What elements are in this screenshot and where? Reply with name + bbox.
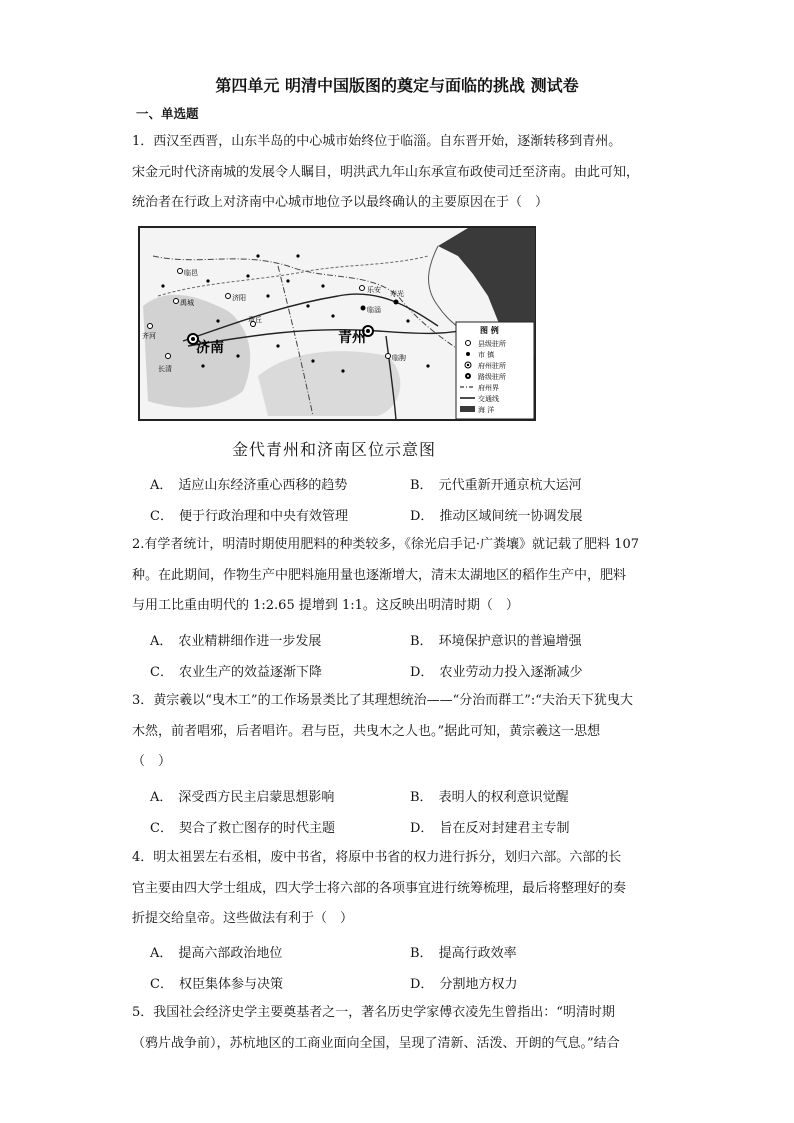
q3-option-a[interactable] xyxy=(150,786,334,805)
q1-option-c-letter: C． xyxy=(150,509,173,524)
q2-option-a-text: 农业精耕细作进一步发展 xyxy=(178,634,322,649)
q1-option-a-letter: A． xyxy=(150,478,173,493)
legend-item-town: 市 镇 xyxy=(478,351,495,359)
map-label-changqing: 长清 xyxy=(158,365,172,373)
question-2-text xyxy=(132,530,662,622)
question-1-text xyxy=(132,127,662,219)
map-label-linyi: 临邑 xyxy=(184,269,198,277)
question-5-line-2: （鸦片战争前），苏杭地区的工商业面向全国，呈现了清新、活泼、开朗的气息。”结合 xyxy=(132,1035,620,1051)
q4-option-d-letter: D． xyxy=(410,977,434,992)
q3-option-c[interactable] xyxy=(150,817,335,836)
question-5-text xyxy=(132,998,662,1059)
map-label-jinan: 济南 xyxy=(196,340,224,356)
q1-option-c[interactable] xyxy=(150,505,348,524)
q3-option-b-letter: B． xyxy=(410,790,433,805)
map-label-qihe: 齐河 xyxy=(142,332,156,340)
map-label-jiyang: 济阳 xyxy=(232,294,246,302)
legend-item-route: 路级驻所 xyxy=(478,373,506,381)
question-3-line-1: 3．黄宗羲以“曳木工”的工作场景类比了其理想统治——“分治而群工”:“夫治天下犹曳大 xyxy=(132,693,633,708)
map-caption: 金代青州和济南区位示意图 xyxy=(232,440,437,459)
q4-option-c[interactable] xyxy=(150,973,283,992)
q4-option-b[interactable] xyxy=(410,942,517,961)
q3-option-b-text: 表明人的权利意识觉醒 xyxy=(438,790,569,805)
q1-option-d[interactable] xyxy=(410,505,582,524)
question-4-line-1: 4．明太祖罢左右丞相，废中书省，将原中书省的权力进行拆分，划归六部。六部的长 xyxy=(132,850,622,865)
map-label-yucheng: 禹城 xyxy=(180,299,194,307)
question-1-line-1: 1．西汉至西晋，山东半岛的中心城市始终位于临淄。自东晋开始，逐渐转移到青州。 xyxy=(132,134,622,149)
q4-option-c-text: 权臣集体参与决策 xyxy=(178,977,283,992)
question-4-line-2: 官主要由四大学士组成，四大学士将六部的各项事宜进行统筹梳理，最后将整理好的奏 xyxy=(132,880,627,896)
q3-option-d-letter: D． xyxy=(410,821,434,836)
map-label-qingzhou: 青州 xyxy=(338,330,366,346)
q4-option-a[interactable] xyxy=(150,942,282,961)
legend-item-prefecture: 府州驻所 xyxy=(478,362,506,370)
q2-option-a[interactable] xyxy=(150,630,321,649)
question-4-text xyxy=(132,843,662,935)
q1-option-d-letter: D． xyxy=(410,509,434,524)
legend-item-boundary: 府州界 xyxy=(478,384,499,392)
q3-option-d[interactable] xyxy=(410,817,569,836)
question-3-line-3: （ ） xyxy=(132,754,172,769)
question-5-line-1: 5．我国社会经济史学主要奠基者之一，著名历史学家傅衣凌先生曾指出：“明清时期 xyxy=(132,1005,615,1020)
q3-option-a-text: 深受西方民主启蒙思想影响 xyxy=(178,790,335,805)
legend-item-county: 县级驻所 xyxy=(478,340,506,348)
question-3-text xyxy=(132,686,662,778)
jin-map xyxy=(138,226,536,421)
question-2-line-3: 与用工比重由明代的 1:2.65 提增到 1:1。这反映出明清时期（ ） xyxy=(132,598,519,613)
q2-option-c-letter: C． xyxy=(150,665,173,680)
q4-option-b-text: 提高行政效率 xyxy=(438,946,517,961)
question-2-line-2: 种。在此期间，作物生产中肥料施用量也逐渐增大，清末太湖地区的稻作生产中，肥料 xyxy=(132,567,627,583)
q1-option-c-text: 便于行政治理和中央有效管理 xyxy=(178,509,348,524)
q2-option-b-letter: B． xyxy=(410,634,433,649)
map-legend xyxy=(456,322,534,419)
map-label-linzi: 临淄 xyxy=(367,306,381,314)
q4-option-d-text: 分割地方权力 xyxy=(439,977,518,992)
q3-option-d-text: 旨在反对封建君主专制 xyxy=(439,821,570,836)
question-3-line-2: 木然，前者唱邪，后者唱许。君与臣，共曳木之人也。”据此可知，黄宗羲这一思想 xyxy=(132,723,601,739)
q4-option-c-letter: C． xyxy=(150,977,173,992)
q1-option-a-text: 适应山东经济重心西移的趋势 xyxy=(178,478,348,493)
question-4-line-3: 折提交给皇帝。这些做法有利于（ ） xyxy=(132,911,354,926)
question-1-line-2: 宋金元时代济南城的发展令人瞩目，明洪武九年山东承宣布政使司迁至济南。由此可知， xyxy=(132,164,640,180)
q2-option-d-text: 农业劳动力投入逐渐减少 xyxy=(439,665,583,680)
page-title: 第四单元 明清中国版图的奠定与面临的挑战 测试卷 xyxy=(215,76,579,95)
q1-option-a[interactable] xyxy=(150,474,347,493)
legend-item-sea: 海 洋 xyxy=(478,406,495,414)
q2-option-c-text: 农业生产的效益逐渐下降 xyxy=(178,665,322,680)
question-2-line-1: 2.有学者统计，明清时期使用肥料的种类较多，《徐光启手记·广粪壤》就记载了肥料 107 xyxy=(132,537,639,552)
q2-option-c[interactable] xyxy=(150,661,322,680)
q3-option-b[interactable] xyxy=(410,786,569,805)
legend-item-transport: 交通线 xyxy=(478,395,499,403)
question-1-line-3: 统治者在行政上对济南中心城市地位予以最终确认的主要原因在于（ ） xyxy=(132,195,549,210)
q4-option-a-text: 提高六部政治地位 xyxy=(178,946,283,961)
q2-option-d-letter: D． xyxy=(410,665,434,680)
map-label-linqu: 临朐 xyxy=(392,354,406,362)
map-label-shouguang: 寿光 xyxy=(390,290,404,298)
q1-option-b-letter: B． xyxy=(410,478,433,493)
map-label-lean: 乐安 xyxy=(367,286,381,294)
q4-option-d[interactable] xyxy=(410,973,517,992)
map-label-zhangqiu: 章丘 xyxy=(248,316,262,324)
q1-option-b-text: 元代重新开通京杭大运河 xyxy=(438,478,582,493)
q3-option-a-letter: A． xyxy=(150,790,173,805)
q3-option-c-letter: C． xyxy=(150,821,173,836)
legend-title: 图 例 xyxy=(480,326,499,335)
q1-option-d-text: 推动区域间统一协调发展 xyxy=(439,509,583,524)
q2-option-b[interactable] xyxy=(410,630,582,649)
q1-option-b[interactable] xyxy=(410,474,582,493)
q2-option-d[interactable] xyxy=(410,661,582,680)
q4-option-b-letter: B． xyxy=(410,946,433,961)
section-heading: 一、单选题 xyxy=(136,106,199,121)
q4-option-a-letter: A． xyxy=(150,946,173,961)
q2-option-a-letter: A． xyxy=(150,634,173,649)
q3-option-c-text: 契合了救亡图存的时代主题 xyxy=(178,821,335,836)
q2-option-b-text: 环境保护意识的普遍增强 xyxy=(438,634,582,649)
